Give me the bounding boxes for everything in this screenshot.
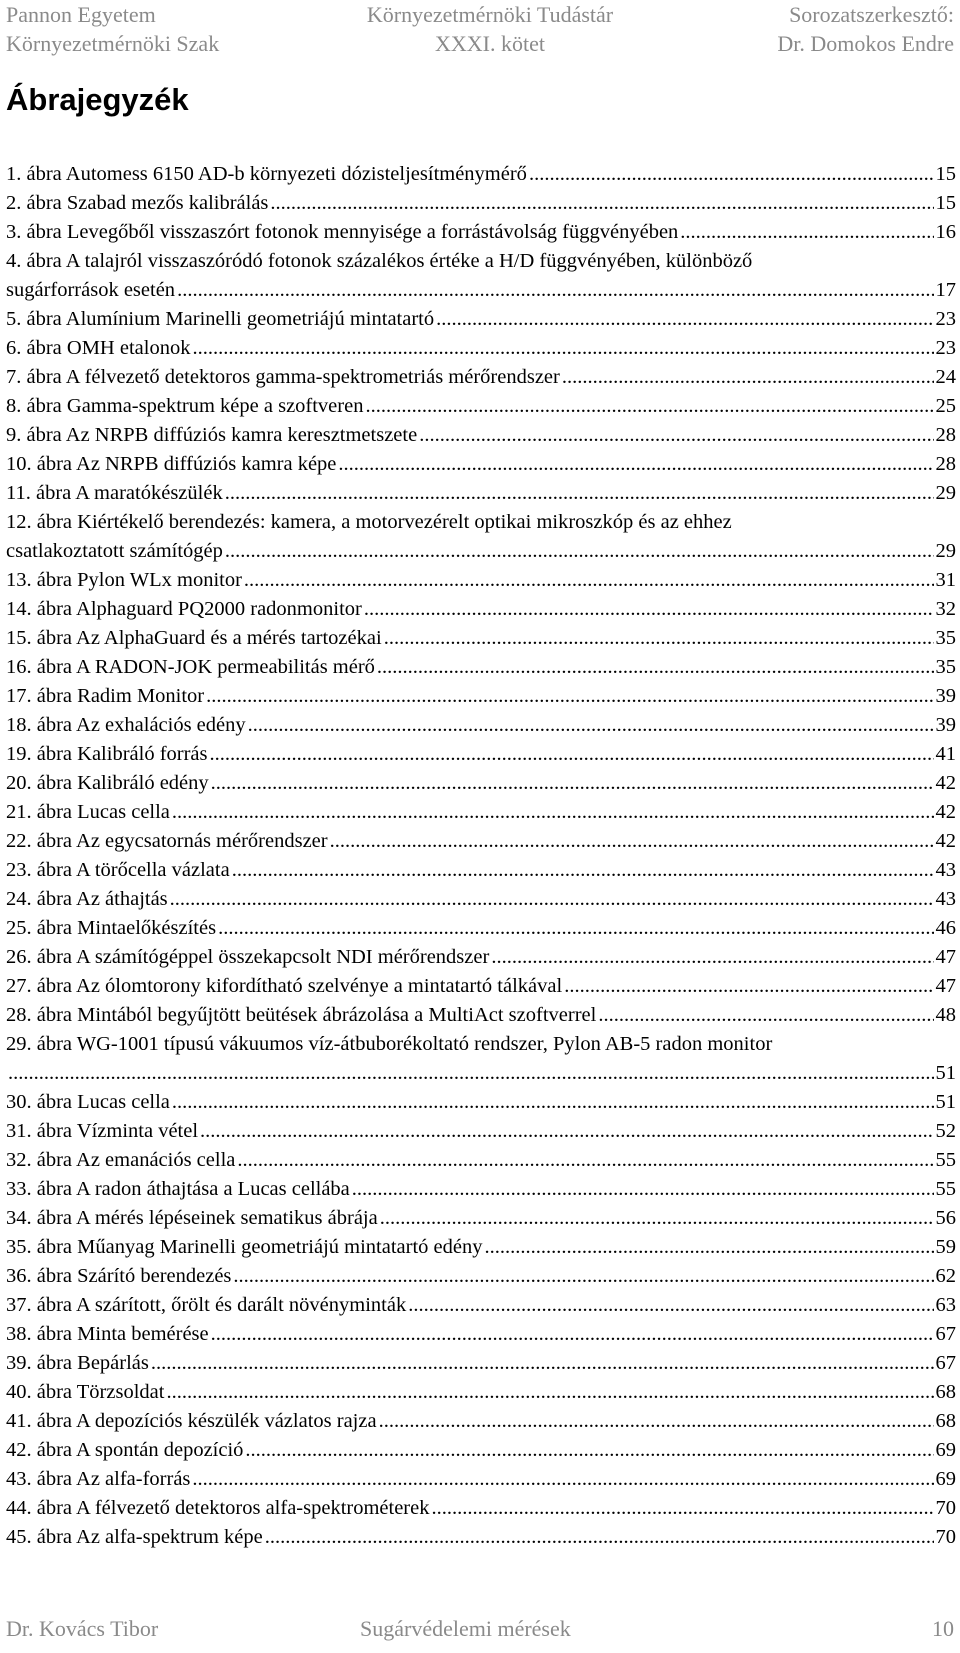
list-item[interactable]	[6, 595, 956, 624]
list-item[interactable]	[6, 1494, 956, 1523]
figure-entry-line	[6, 421, 956, 450]
page-number: 10	[932, 1616, 954, 1641]
figure-caption: 10. ábra Az NRPB diffúziós kamra képe	[6, 453, 337, 475]
list-item[interactable]	[6, 1523, 956, 1552]
dot-leader	[598, 1001, 933, 1030]
figure-caption: 8. ábra Gamma-spektrum képe a szoftveren	[6, 395, 364, 417]
dot-leader	[265, 1523, 934, 1552]
figure-entry-line	[6, 218, 956, 247]
figure-entry-line	[6, 392, 956, 421]
dot-leader	[170, 885, 934, 914]
figure-entry-line	[6, 1378, 956, 1407]
header-right	[777, 0, 954, 58]
list-item[interactable]	[6, 1291, 956, 1320]
dot-leader	[8, 1059, 934, 1088]
dot-leader	[206, 682, 933, 711]
figure-entry-line	[6, 189, 956, 218]
dot-leader	[377, 653, 934, 682]
figure-entry-line	[6, 1175, 956, 1204]
list-item[interactable]	[6, 392, 956, 421]
figure-entry-line	[6, 1233, 956, 1262]
list-item[interactable]	[6, 305, 956, 334]
list-item[interactable]	[6, 1407, 956, 1436]
list-item[interactable]	[6, 1465, 956, 1494]
footer-author: Dr. Kovács Tibor	[6, 1616, 159, 1641]
dot-leader	[225, 537, 934, 566]
figure-entry-line	[6, 856, 956, 885]
figure-caption: 14. ábra Alphaguard PQ2000 radonmonitor	[6, 598, 362, 620]
figure-entry-line	[6, 1436, 956, 1465]
figure-caption: 43. ábra Az alfa-forrás	[6, 1468, 191, 1490]
figure-caption: 2. ábra Szabad mezős kalibrálás	[6, 192, 269, 214]
list-item[interactable]	[6, 943, 956, 972]
figure-entry-line	[6, 276, 956, 305]
figure-page-number: 55	[935, 1178, 956, 1200]
figure-caption: 4. ábra A talajról visszaszóródó fotonok százalékos értéke a H/D függvényében, különböző	[6, 250, 753, 272]
figure-caption: 37. ábra A szárított, őrölt és darált növényminták	[6, 1294, 407, 1316]
list-item[interactable]	[6, 450, 956, 479]
header-series: Környezetmérnöki Tudástár	[366, 2, 614, 27]
figure-page-number: 39	[935, 714, 956, 736]
figure-page-number: 68	[935, 1410, 956, 1432]
list-item[interactable]	[6, 1436, 956, 1465]
dot-leader	[210, 740, 934, 769]
list-item[interactable]	[6, 334, 956, 363]
header-editor-name: Dr. Domokos Endre	[777, 31, 954, 56]
dot-leader	[237, 1146, 933, 1175]
dot-leader	[338, 450, 933, 479]
figure-caption: 45. ábra Az alfa-spektrum képe	[6, 1526, 263, 1548]
figure-entry-line	[6, 682, 956, 711]
list-item[interactable]	[6, 682, 956, 711]
page-title: Ábrajegyzék	[6, 82, 189, 117]
figure-page-number: 32	[935, 598, 956, 620]
figure-entry-line	[6, 827, 956, 856]
list-item[interactable]	[6, 1030, 956, 1088]
figure-entry-line	[6, 798, 956, 827]
figure-page-number: 24	[935, 366, 956, 388]
figure-entry-line	[6, 1494, 956, 1523]
figure-entry-line	[6, 1465, 956, 1494]
figure-entry-line	[6, 769, 956, 798]
figure-caption: 17. ábra Radim Monitor	[6, 685, 205, 707]
figure-caption: 26. ábra A számítógéppel összekapcsolt NDI mérőrendszer	[6, 946, 490, 968]
figure-caption: 15. ábra Az AlphaGuard és a mérés tartozékai	[6, 627, 382, 649]
figure-entry-line	[6, 885, 956, 914]
figure-caption: 21. ábra Lucas cella	[6, 801, 170, 823]
figure-entry-line	[6, 1320, 956, 1349]
list-item[interactable]	[6, 1117, 956, 1146]
figure-caption: 29. ábra WG-1001 típusú vákuumos víz-átbuborékoltató rendszer, Pylon AB-5 radon monitor	[6, 1033, 773, 1055]
list-item[interactable]	[6, 914, 956, 943]
figure-caption: 31. ábra Vízminta vétel	[6, 1120, 199, 1142]
list-item[interactable]	[6, 479, 956, 508]
figure-page-number: 47	[935, 946, 956, 968]
figure-caption: 1. ábra Automess 6150 AD-b környezeti dózisteljesítménymérő	[6, 163, 527, 185]
figure-entry-line	[6, 1204, 956, 1233]
figure-caption: 9. ábra Az NRPB diffúziós kamra keresztmetszete	[6, 424, 418, 446]
page-header	[0, 0, 960, 70]
figure-entry-line	[6, 450, 956, 479]
dot-leader	[431, 1494, 933, 1523]
dot-leader	[352, 1175, 934, 1204]
figure-caption: 34. ábra A mérés lépéseinek sematikus ábrája	[6, 1207, 378, 1229]
figure-caption: 27. ábra Az ólomtorony kifordítható szelvénye a mintatartó tálkával	[6, 975, 563, 997]
list-item[interactable]	[6, 653, 956, 682]
list-item[interactable]	[6, 1349, 956, 1378]
figure-page-number: 29	[935, 540, 956, 562]
figure-caption: 13. ábra Pylon WLx monitor	[6, 569, 242, 591]
figure-page-number: 46	[935, 917, 956, 939]
figure-page-number: 67	[935, 1323, 956, 1345]
figure-page-number: 42	[935, 801, 956, 823]
figure-caption: 35. ábra Műanyag Marinelli geometriájú mintatartó edény	[6, 1236, 483, 1258]
dot-leader	[365, 392, 933, 421]
dot-leader	[680, 218, 933, 247]
list-item[interactable]	[6, 1204, 956, 1233]
dot-leader	[211, 1320, 934, 1349]
list-item[interactable]	[6, 1320, 956, 1349]
figure-entry-line	[6, 334, 956, 363]
figure-page-number: 69	[935, 1439, 956, 1461]
dot-leader	[177, 276, 933, 305]
figure-entry-line	[6, 1146, 956, 1175]
list-item[interactable]	[6, 1175, 956, 1204]
figure-caption: 28. ábra Mintából begyűjtött beütések ábrázolása a MultiAct szoftverrel	[6, 1004, 597, 1026]
figure-caption: 36. ábra Szárító berendezés	[6, 1265, 232, 1287]
figure-page-number: 42	[935, 830, 956, 852]
figure-page-number: 43	[935, 859, 956, 881]
figure-entry-line	[6, 943, 956, 972]
figure-caption: 44. ábra A félvezető detektoros alfa-spektrométerek	[6, 1497, 430, 1519]
figure-caption: 12. ábra Kiértékelő berendezés: kamera, a motorvezérelt optikai mikroszkóp és az ehhez	[6, 511, 732, 533]
list-item[interactable]	[6, 566, 956, 595]
figure-caption-continuation: csatlakoztatott számítógép	[6, 540, 223, 562]
dot-leader	[218, 914, 933, 943]
figure-caption: 33. ábra A radon áthajtása a Lucas cellába	[6, 1178, 350, 1200]
figure-page-number: 63	[935, 1294, 956, 1316]
dot-leader	[172, 1088, 934, 1117]
figure-page-number: 70	[935, 1497, 956, 1519]
dot-leader	[380, 1204, 934, 1233]
figure-entry-line	[6, 595, 956, 624]
list-item[interactable]	[6, 1378, 956, 1407]
figure-caption: 19. ábra Kalibráló forrás	[6, 743, 208, 765]
figure-page-number: 16	[935, 221, 956, 243]
figure-caption: 7. ábra A félvezető detektoros gamma-spektrometriás mérőrendszer	[6, 366, 560, 388]
figure-page-number: 52	[935, 1120, 956, 1142]
dot-leader	[244, 566, 934, 595]
figure-entry-line	[6, 1291, 956, 1320]
figure-page-number: 17	[935, 279, 956, 301]
figure-caption: 5. ábra Alumínium Marinelli geometriájú mintatartó	[6, 308, 435, 330]
figure-entry-line	[6, 1088, 956, 1117]
dot-leader	[200, 1117, 933, 1146]
dot-leader	[379, 1407, 934, 1436]
header-left	[6, 0, 219, 58]
figure-page-number: 43	[935, 888, 956, 910]
dot-leader	[564, 972, 933, 1001]
figure-page-number: 28	[935, 424, 956, 446]
figure-page-number: 47	[935, 975, 956, 997]
figure-entry-line	[6, 624, 956, 653]
figure-page-number: 55	[935, 1149, 956, 1171]
figure-caption: 41. ábra A depozíciós készülék vázlatos rajza	[6, 1410, 377, 1432]
dot-leader	[172, 798, 934, 827]
figure-page-number: 48	[935, 1004, 956, 1026]
list-item[interactable]	[6, 740, 956, 769]
figure-caption: 18. ábra Az exhalációs edény	[6, 714, 246, 736]
dot-leader	[192, 1465, 933, 1494]
figure-caption: 20. ábra Kalibráló edény	[6, 772, 209, 794]
figure-entry-line	[6, 1117, 956, 1146]
figure-caption: 40. ábra Törzsoldat	[6, 1381, 165, 1403]
dot-leader	[364, 595, 934, 624]
figure-caption: 11. ábra A maratókészülék	[6, 482, 223, 504]
figure-page-number: 29	[935, 482, 956, 504]
dot-leader	[151, 1349, 934, 1378]
figure-caption: 38. ábra Minta bemérése	[6, 1323, 209, 1345]
dot-leader	[529, 160, 934, 189]
list-item[interactable]	[6, 421, 956, 450]
figure-page-number: 41	[935, 743, 956, 765]
figure-page-number: 62	[935, 1265, 956, 1287]
figure-page-number: 59	[935, 1236, 956, 1258]
header-university: Pannon Egyetem	[6, 2, 156, 27]
figure-entry-line	[6, 1523, 956, 1552]
figure-entry-line	[6, 1001, 956, 1030]
figure-entry-line	[6, 305, 956, 334]
figure-entry-line	[6, 160, 956, 189]
figure-entry-line	[6, 914, 956, 943]
list-item[interactable]	[6, 711, 956, 740]
figure-caption: 42. ábra A spontán depozíció	[6, 1439, 244, 1461]
list-item[interactable]	[6, 1146, 956, 1175]
figure-caption: 22. ábra Az egycsatornás mérőrendszer	[6, 830, 328, 852]
figure-page-number: 70	[935, 1526, 956, 1548]
list-item[interactable]	[6, 798, 956, 827]
figure-page-number: 25	[935, 395, 956, 417]
dot-leader	[245, 1436, 933, 1465]
figure-entry-line	[6, 566, 956, 595]
header-center	[340, 0, 640, 58]
figure-caption: 30. ábra Lucas cella	[6, 1091, 170, 1113]
list-item[interactable]	[6, 624, 956, 653]
figure-page-number: 56	[935, 1207, 956, 1229]
header-program: Környezetmérnöki Szak	[6, 31, 220, 56]
figure-page-number: 35	[935, 627, 956, 649]
list-item[interactable]	[6, 1262, 956, 1291]
figure-page-number: 69	[935, 1468, 956, 1490]
figure-caption: 25. ábra Mintaelőkészítés	[6, 917, 217, 939]
dot-leader	[233, 1262, 933, 1291]
figure-page-number: 15	[935, 163, 956, 185]
figure-entry-line	[6, 479, 956, 508]
dot-leader	[384, 624, 934, 653]
list-item[interactable]	[6, 508, 956, 566]
dot-leader	[330, 827, 934, 856]
figure-page-number: 67	[935, 1352, 956, 1374]
dot-leader	[562, 363, 934, 392]
dot-leader	[211, 769, 934, 798]
figure-caption: 24. ábra Az áthajtás	[6, 888, 168, 910]
list-item[interactable]	[6, 160, 956, 189]
list-item[interactable]	[6, 885, 956, 914]
figure-entry-line	[6, 711, 956, 740]
figure-caption-continuation: sugárforrások esetén	[6, 279, 176, 301]
figure-page-number: 68	[935, 1381, 956, 1403]
list-item[interactable]	[6, 1088, 956, 1117]
list-item[interactable]	[6, 769, 956, 798]
dot-leader	[484, 1233, 933, 1262]
figure-entry-line	[6, 537, 956, 566]
dot-leader	[408, 1291, 933, 1320]
dot-leader	[192, 334, 933, 363]
dot-leader	[248, 711, 934, 740]
dot-leader	[270, 189, 933, 218]
figure-page-number: 35	[935, 656, 956, 678]
dot-leader	[225, 479, 934, 508]
list-item[interactable]	[6, 1001, 956, 1030]
figure-page-number: 31	[935, 569, 956, 591]
figure-entry-line	[6, 1262, 956, 1291]
figure-entry-line	[6, 653, 956, 682]
figure-page-number: 39	[935, 685, 956, 707]
figure-page-number: 51	[935, 1062, 956, 1084]
dot-leader	[419, 421, 933, 450]
figure-entry-line	[6, 1349, 956, 1378]
figure-caption: 23. ábra A törőcella vázlata	[6, 859, 230, 881]
dot-leader	[166, 1378, 933, 1407]
figure-page-number: 23	[935, 308, 956, 330]
list-item[interactable]	[6, 218, 956, 247]
figure-caption: 3. ábra Levegőből visszaszórt fotonok mennyisége a forrástávolság függvényében	[6, 221, 679, 243]
dot-leader	[232, 856, 934, 885]
figure-page-number: 23	[935, 337, 956, 359]
dot-leader	[491, 943, 933, 972]
page-footer	[0, 1610, 960, 1650]
figure-page-number: 51	[935, 1091, 956, 1113]
list-item[interactable]	[6, 189, 956, 218]
figure-list	[6, 160, 956, 1552]
footer-title: Sugárvédelemi mérések	[360, 1616, 571, 1641]
dot-leader	[436, 305, 933, 334]
figure-page-number: 15	[935, 192, 956, 214]
list-item[interactable]	[6, 363, 956, 392]
list-item[interactable]	[6, 856, 956, 885]
header-volume: XXXI. kötet	[435, 31, 545, 56]
figure-entry-line	[6, 972, 956, 1001]
figure-caption: 39. ábra Bepárlás	[6, 1352, 149, 1374]
figure-entry-line	[6, 1059, 956, 1088]
header-editor-label: Sorozatszerkesztő:	[789, 2, 954, 27]
figure-page-number: 42	[935, 772, 956, 794]
list-item[interactable]	[6, 247, 956, 305]
figure-entry-line	[6, 1407, 956, 1436]
figure-page-number: 28	[935, 453, 956, 475]
figure-caption: 32. ábra Az emanációs cella	[6, 1149, 236, 1171]
list-item[interactable]	[6, 1233, 956, 1262]
list-item[interactable]	[6, 827, 956, 856]
figure-caption: 6. ábra OMH etalonok	[6, 337, 191, 359]
figure-entry-line	[6, 363, 956, 392]
figure-caption: 16. ábra A RADON-JOK permeabilitás mérő	[6, 656, 375, 678]
figure-entry-line	[6, 740, 956, 769]
list-item[interactable]	[6, 972, 956, 1001]
